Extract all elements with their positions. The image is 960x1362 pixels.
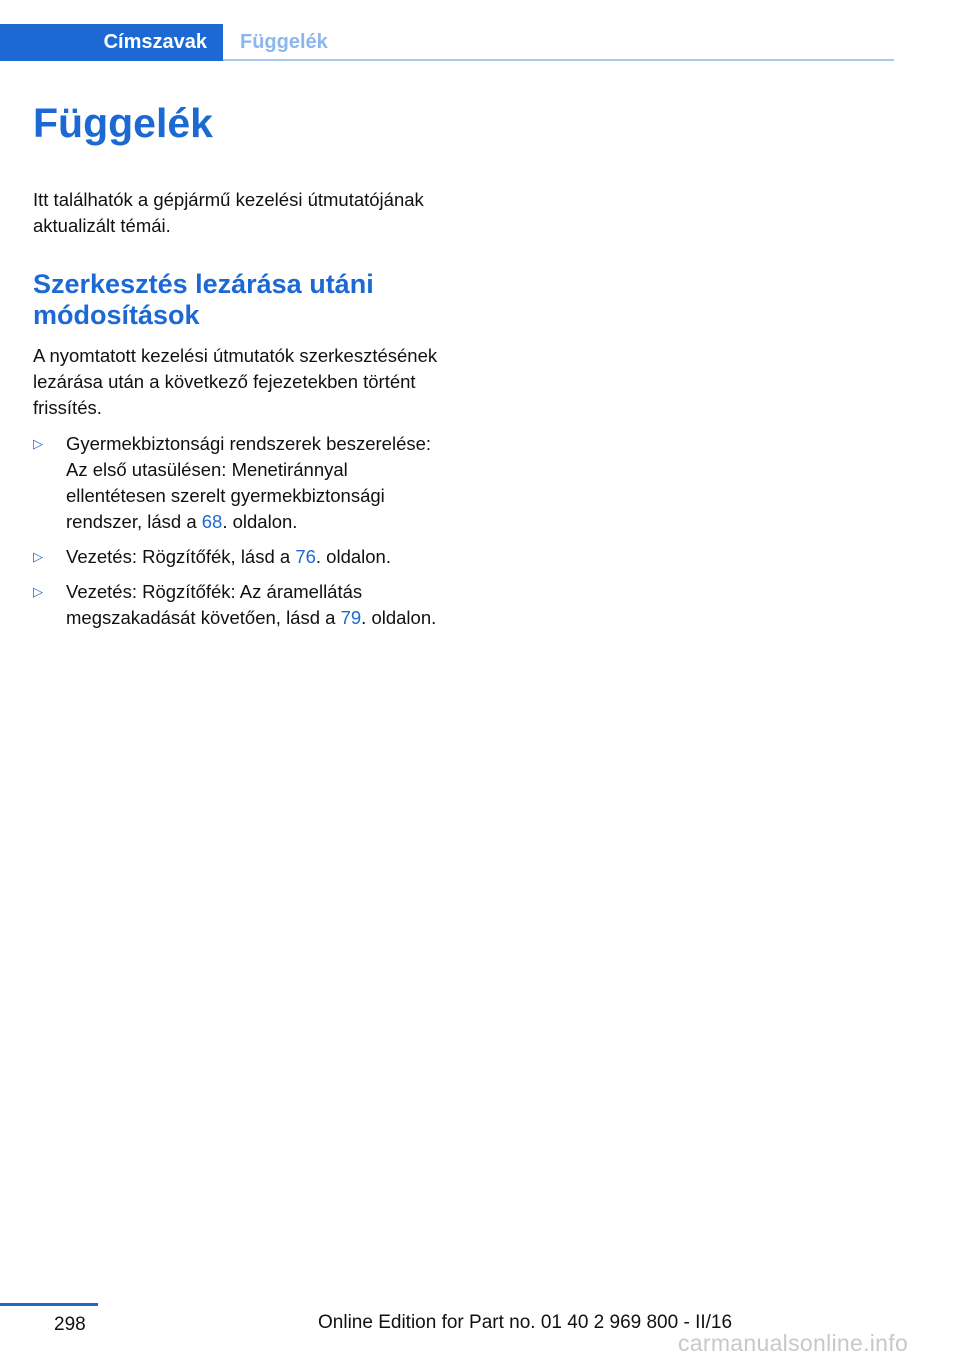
tab-cimszavak-label: Címszavak	[103, 31, 207, 53]
header-tab-bar	[0, 24, 894, 61]
list-item-suffix: . oldalon.	[222, 511, 298, 532]
intro-paragraph: Itt találhatók a gépjármű kezelési útmutatójának aktualizált témái.	[33, 189, 424, 236]
section-body: A nyomtatott kezelési útmutatók szerkesztésének lezárása után a következő fejezetekben történt frissítés.	[33, 345, 438, 418]
list-item-text: Vezetés: Rögzítőfék: Az áramellátás megszakadását követően, lásd a	[66, 581, 363, 628]
page-link[interactable]: 68	[201, 511, 223, 532]
list-item-suffix: . oldalon.	[315, 546, 391, 567]
list-item-suffix: . oldalon.	[361, 607, 437, 628]
list-item	[33, 431, 443, 535]
update-list	[33, 431, 443, 631]
list-item	[33, 579, 443, 631]
triangle-bullet-icon: ▷	[33, 436, 43, 451]
tab-fuggelek[interactable]	[223, 24, 328, 61]
triangle-bullet-icon: ▷	[33, 549, 43, 564]
tab-cimszavak[interactable]	[0, 24, 223, 61]
triangle-bullet-icon: ▷	[33, 584, 43, 599]
tab-fuggelek-label: Függelék	[240, 31, 328, 53]
watermark: carmanualsonline.info	[678, 1330, 909, 1356]
list-item-text: Vezetés: Rögzítőfék, lásd a	[66, 546, 296, 567]
list-item-text: Gyermekbiztonsági rendszerek beszerelése: Az első utasülésen: Menetiránnyal ellentétesen szerelt gyermekbiztonsági rendszer, lásd a	[66, 433, 432, 532]
page-number: 298	[54, 1314, 86, 1335]
page-content	[33, 96, 443, 640]
page-title: Függelék	[33, 100, 213, 146]
edition-note: Online Edition for Part no. 01 40 2 969 800 - II/16	[318, 1312, 733, 1333]
section-heading: Szerkesztés lezárása utáni módosítások	[33, 269, 374, 330]
page-link[interactable]: 79	[340, 607, 362, 628]
footer-rule	[0, 1303, 98, 1306]
list-item	[33, 544, 443, 570]
page-link[interactable]: 76	[295, 546, 316, 567]
header-rule	[223, 59, 894, 61]
